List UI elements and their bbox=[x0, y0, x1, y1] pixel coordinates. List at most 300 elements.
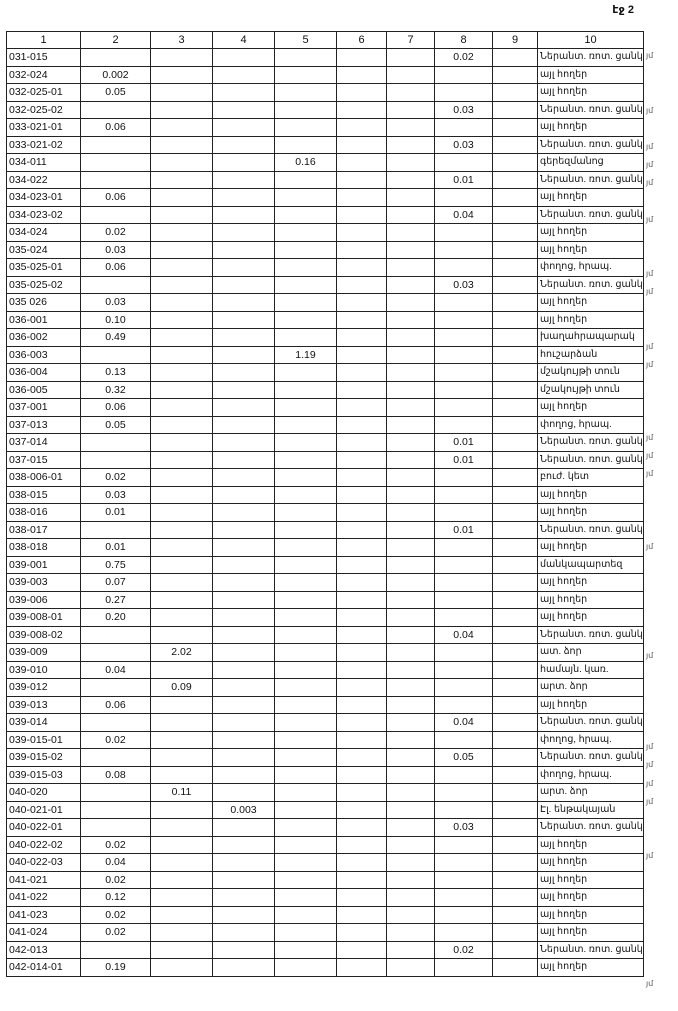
col-8-value: 0.03 bbox=[435, 276, 493, 294]
col-5-value bbox=[275, 276, 337, 294]
table-row bbox=[7, 679, 644, 697]
col-6-value bbox=[337, 276, 387, 294]
plot-code-cell: 039-001 bbox=[7, 556, 81, 574]
margin-mark bbox=[646, 629, 676, 647]
col-7-value bbox=[387, 714, 435, 732]
col-5-value bbox=[275, 556, 337, 574]
col-8-value bbox=[435, 311, 493, 329]
land-use-cell: այլ հողեր bbox=[538, 871, 644, 889]
col-8-value bbox=[435, 924, 493, 942]
col-3-value bbox=[151, 136, 213, 154]
col-4-value bbox=[213, 206, 275, 224]
col-7-value bbox=[387, 84, 435, 102]
col-3-value bbox=[151, 171, 213, 189]
col-3-value bbox=[151, 49, 213, 67]
margin-mark: յմ bbox=[646, 542, 654, 552]
table-row bbox=[7, 224, 644, 242]
col-5-value bbox=[275, 399, 337, 417]
col-8-value bbox=[435, 766, 493, 784]
col-3-value bbox=[151, 154, 213, 172]
col-4-value bbox=[213, 49, 275, 67]
plot-code-cell: 039-008-01 bbox=[7, 609, 81, 627]
col-3-value bbox=[151, 574, 213, 592]
col-2-value: 0.06 bbox=[81, 259, 151, 277]
land-use-cell: այլ հողեր bbox=[538, 609, 644, 627]
col-2-value bbox=[81, 49, 151, 67]
land-use-cell: խաղահրապարակ bbox=[538, 329, 644, 347]
margin-mark: յմ bbox=[646, 214, 654, 224]
land-use-cell: Ներանտ. ռոտ. ցանկ bbox=[538, 276, 644, 294]
col-4-value bbox=[213, 696, 275, 714]
col-6-value bbox=[337, 889, 387, 907]
col-9-value bbox=[493, 66, 538, 84]
plot-code-cell: 036-004 bbox=[7, 364, 81, 382]
col-6-value bbox=[337, 766, 387, 784]
plot-code-cell: 039-013 bbox=[7, 696, 81, 714]
col-7-value bbox=[387, 784, 435, 802]
table-row bbox=[7, 84, 644, 102]
col-8-value: 0.01 bbox=[435, 171, 493, 189]
col-4-value bbox=[213, 784, 275, 802]
table-row bbox=[7, 574, 644, 592]
col-5-value bbox=[275, 959, 337, 977]
col-6-value bbox=[337, 679, 387, 697]
col-6-value bbox=[337, 941, 387, 959]
col-3-value bbox=[151, 84, 213, 102]
col-7-value bbox=[387, 399, 435, 417]
col-6-value bbox=[337, 399, 387, 417]
col-5-value bbox=[275, 766, 337, 784]
col-6-value bbox=[337, 644, 387, 662]
col-9-value bbox=[493, 784, 538, 802]
col-3-value bbox=[151, 206, 213, 224]
plot-code-cell: 039-006 bbox=[7, 591, 81, 609]
col-5-value bbox=[275, 381, 337, 399]
col-9-value bbox=[493, 224, 538, 242]
land-use-cell: համայն. կառ. bbox=[538, 661, 644, 679]
col-9-value bbox=[493, 626, 538, 644]
plot-code-cell: 037-015 bbox=[7, 451, 81, 469]
col-7-value bbox=[387, 504, 435, 522]
plot-code-cell: 033-021-02 bbox=[7, 136, 81, 154]
col-2-value: 0.49 bbox=[81, 329, 151, 347]
land-use-cell: այլ հողեր bbox=[538, 889, 644, 907]
table-row bbox=[7, 486, 644, 504]
col-9-value bbox=[493, 154, 538, 172]
col-8-value bbox=[435, 224, 493, 242]
table-row bbox=[7, 801, 644, 819]
header-row bbox=[7, 32, 644, 49]
land-use-cell: Ներանտ. ռոտ. ցանկ bbox=[538, 521, 644, 539]
margin-mark bbox=[646, 393, 676, 411]
table-row bbox=[7, 49, 644, 67]
margin-mark: յմ bbox=[646, 742, 654, 752]
col-3-value bbox=[151, 626, 213, 644]
col-5-value bbox=[275, 574, 337, 592]
col-4-value bbox=[213, 661, 275, 679]
col-6-value bbox=[337, 854, 387, 872]
land-use-cell: այլ հողեր bbox=[538, 189, 644, 207]
col-2-value bbox=[81, 346, 151, 364]
col-9-value bbox=[493, 241, 538, 259]
plot-code-cell: 041-021 bbox=[7, 871, 81, 889]
column-header: 8 bbox=[435, 32, 493, 49]
col-4-value bbox=[213, 434, 275, 452]
col-7-value bbox=[387, 766, 435, 784]
col-4-value bbox=[213, 154, 275, 172]
col-8-value bbox=[435, 66, 493, 84]
col-2-value bbox=[81, 784, 151, 802]
col-6-value bbox=[337, 626, 387, 644]
margin-mark: յմ bbox=[646, 469, 654, 479]
table-row bbox=[7, 644, 644, 662]
page-number: էջ 2 bbox=[612, 4, 634, 16]
col-6-value bbox=[337, 574, 387, 592]
col-4-value bbox=[213, 836, 275, 854]
col-5-value bbox=[275, 521, 337, 539]
col-5-value bbox=[275, 171, 337, 189]
land-use-cell: այլ հողեր bbox=[538, 924, 644, 942]
col-4-value bbox=[213, 819, 275, 837]
col-2-value: 0.04 bbox=[81, 854, 151, 872]
col-4-value bbox=[213, 574, 275, 592]
col-9-value bbox=[493, 469, 538, 487]
col-4-value bbox=[213, 749, 275, 767]
plot-code-cell: 038-016 bbox=[7, 504, 81, 522]
col-2-value: 0.13 bbox=[81, 364, 151, 382]
land-use-cell: Ներանտ. ռոտ. ցանկ bbox=[538, 626, 644, 644]
column-header: 5 bbox=[275, 32, 337, 49]
land-use-cell: այլ հողեր bbox=[538, 574, 644, 592]
col-7-value bbox=[387, 871, 435, 889]
col-5-value bbox=[275, 224, 337, 242]
col-2-value: 0.07 bbox=[81, 574, 151, 592]
col-3-value bbox=[151, 311, 213, 329]
col-9-value bbox=[493, 539, 538, 557]
col-2-value: 0.02 bbox=[81, 731, 151, 749]
col-6-value bbox=[337, 434, 387, 452]
col-7-value bbox=[387, 556, 435, 574]
plot-code-cell: 039-014 bbox=[7, 714, 81, 732]
margin-mark bbox=[646, 938, 676, 956]
col-3-value: 0.09 bbox=[151, 679, 213, 697]
col-4-value bbox=[213, 119, 275, 137]
col-9-value bbox=[493, 766, 538, 784]
margin-mark bbox=[646, 320, 676, 338]
col-2-value bbox=[81, 819, 151, 837]
column-header: 4 bbox=[213, 32, 275, 49]
col-5-value bbox=[275, 661, 337, 679]
margin-mark: յմ bbox=[646, 760, 654, 770]
col-5-value: 0.16 bbox=[275, 154, 337, 172]
col-6-value bbox=[337, 714, 387, 732]
col-8-value bbox=[435, 854, 493, 872]
margin-mark bbox=[646, 484, 676, 502]
column-header: 6 bbox=[337, 32, 387, 49]
col-5-value: 1.19 bbox=[275, 346, 337, 364]
col-2-value: 0.27 bbox=[81, 591, 151, 609]
plot-code-cell: 036-001 bbox=[7, 311, 81, 329]
margin-mark bbox=[646, 302, 676, 320]
col-5-value bbox=[275, 854, 337, 872]
col-9-value bbox=[493, 959, 538, 977]
table-row bbox=[7, 189, 644, 207]
col-3-value bbox=[151, 434, 213, 452]
col-2-value: 0.03 bbox=[81, 294, 151, 312]
col-4-value bbox=[213, 731, 275, 749]
col-4-value bbox=[213, 486, 275, 504]
table-row bbox=[7, 591, 644, 609]
column-header: 7 bbox=[387, 32, 435, 49]
col-2-value: 0.02 bbox=[81, 871, 151, 889]
col-3-value bbox=[151, 399, 213, 417]
col-8-value bbox=[435, 154, 493, 172]
col-3-value bbox=[151, 556, 213, 574]
table-row bbox=[7, 346, 644, 364]
col-5-value bbox=[275, 924, 337, 942]
col-4-value bbox=[213, 521, 275, 539]
col-4-value bbox=[213, 679, 275, 697]
col-7-value bbox=[387, 206, 435, 224]
table-row bbox=[7, 784, 644, 802]
land-use-cell: Ներանտ. ռոտ. ցանկ bbox=[538, 171, 644, 189]
col-6-value bbox=[337, 784, 387, 802]
land-use-cell: այլ հողեր bbox=[538, 119, 644, 137]
col-2-value: 0.19 bbox=[81, 959, 151, 977]
col-3-value bbox=[151, 766, 213, 784]
col-7-value bbox=[387, 451, 435, 469]
col-4-value bbox=[213, 906, 275, 924]
land-use-cell: այլ հողեր bbox=[538, 241, 644, 259]
land-use-cell: Ներանտ. ռոտ. ցանկ bbox=[538, 136, 644, 154]
col-6-value bbox=[337, 469, 387, 487]
col-6-value bbox=[337, 661, 387, 679]
col-7-value bbox=[387, 749, 435, 767]
col-5-value bbox=[275, 679, 337, 697]
col-8-value bbox=[435, 609, 493, 627]
margin-marks bbox=[646, 47, 676, 1011]
margin-mark bbox=[646, 684, 676, 702]
col-2-value bbox=[81, 206, 151, 224]
table-row bbox=[7, 66, 644, 84]
col-3-value bbox=[151, 661, 213, 679]
col-2-value bbox=[81, 521, 151, 539]
margin-mark bbox=[646, 902, 676, 920]
table-row bbox=[7, 241, 644, 259]
col-5-value bbox=[275, 84, 337, 102]
col-9-value bbox=[493, 679, 538, 697]
col-4-value bbox=[213, 259, 275, 277]
col-2-value: 0.10 bbox=[81, 311, 151, 329]
margin-mark: յմ bbox=[646, 778, 654, 788]
table-row bbox=[7, 871, 644, 889]
col-7-value bbox=[387, 521, 435, 539]
col-3-value bbox=[151, 591, 213, 609]
col-3-value bbox=[151, 364, 213, 382]
table-row bbox=[7, 731, 644, 749]
col-3-value bbox=[151, 451, 213, 469]
col-9-value bbox=[493, 591, 538, 609]
col-5-value bbox=[275, 311, 337, 329]
col-6-value bbox=[337, 819, 387, 837]
col-5-value bbox=[275, 241, 337, 259]
col-8-value bbox=[435, 556, 493, 574]
column-header: 3 bbox=[151, 32, 213, 49]
margin-mark bbox=[646, 593, 676, 611]
col-8-value: 0.01 bbox=[435, 451, 493, 469]
land-use-cell: ատ. ձոր bbox=[538, 644, 644, 662]
col-3-value bbox=[151, 504, 213, 522]
land-use-cell: Ներանտ. ռոտ. ցանկ bbox=[538, 714, 644, 732]
col-9-value bbox=[493, 84, 538, 102]
col-6-value bbox=[337, 206, 387, 224]
col-5-value bbox=[275, 749, 337, 767]
col-5-value bbox=[275, 119, 337, 137]
land-use-cell: Ներանտ. ռոտ. ցանկ bbox=[538, 206, 644, 224]
col-5-value bbox=[275, 539, 337, 557]
col-8-value bbox=[435, 644, 493, 662]
col-3-value bbox=[151, 714, 213, 732]
col-7-value bbox=[387, 836, 435, 854]
margin-mark bbox=[646, 920, 676, 938]
col-6-value bbox=[337, 609, 387, 627]
plot-code-cell: 042-013 bbox=[7, 941, 81, 959]
col-2-value: 0.75 bbox=[81, 556, 151, 574]
col-4-value bbox=[213, 101, 275, 119]
land-use-cell: այլ հողեր bbox=[538, 294, 644, 312]
col-4-value bbox=[213, 364, 275, 382]
margin-mark bbox=[646, 411, 676, 429]
table-row bbox=[7, 959, 644, 977]
column-header: 10 bbox=[538, 32, 644, 49]
plot-code-cell: 031-015 bbox=[7, 49, 81, 67]
col-2-value bbox=[81, 644, 151, 662]
plot-code-cell: 032-025-01 bbox=[7, 84, 81, 102]
col-6-value bbox=[337, 311, 387, 329]
col-6-value bbox=[337, 329, 387, 347]
col-5-value bbox=[275, 259, 337, 277]
margin-mark bbox=[646, 65, 676, 83]
plot-code-cell: 039-009 bbox=[7, 644, 81, 662]
col-6-value bbox=[337, 539, 387, 557]
col-7-value bbox=[387, 574, 435, 592]
table-row bbox=[7, 766, 644, 784]
col-3-value bbox=[151, 889, 213, 907]
col-4-value bbox=[213, 346, 275, 364]
col-9-value bbox=[493, 941, 538, 959]
land-use-cell: փողոց, հրապ. bbox=[538, 416, 644, 434]
col-2-value bbox=[81, 154, 151, 172]
col-8-value bbox=[435, 399, 493, 417]
col-7-value bbox=[387, 941, 435, 959]
col-4-value bbox=[213, 224, 275, 242]
col-2-value: 0.01 bbox=[81, 539, 151, 557]
col-8-value bbox=[435, 539, 493, 557]
col-8-value bbox=[435, 416, 493, 434]
col-5-value bbox=[275, 714, 337, 732]
col-3-value: 0.11 bbox=[151, 784, 213, 802]
col-5-value bbox=[275, 644, 337, 662]
table-row bbox=[7, 504, 644, 522]
col-5-value bbox=[275, 469, 337, 487]
plot-code-cell: 039-003 bbox=[7, 574, 81, 592]
col-4-value bbox=[213, 854, 275, 872]
col-7-value bbox=[387, 241, 435, 259]
table-row bbox=[7, 714, 644, 732]
table-row bbox=[7, 416, 644, 434]
col-8-value: 0.01 bbox=[435, 521, 493, 539]
col-6-value bbox=[337, 556, 387, 574]
col-3-value bbox=[151, 66, 213, 84]
land-use-cell: այլ հողեր bbox=[538, 906, 644, 924]
col-7-value bbox=[387, 626, 435, 644]
col-8-value: 0.03 bbox=[435, 136, 493, 154]
table-row bbox=[7, 154, 644, 172]
col-9-value bbox=[493, 329, 538, 347]
land-use-cell: բուժ. կետ bbox=[538, 469, 644, 487]
land-use-cell: այլ հողեր bbox=[538, 66, 644, 84]
col-3-value bbox=[151, 924, 213, 942]
col-5-value bbox=[275, 66, 337, 84]
col-8-value bbox=[435, 84, 493, 102]
col-3-value bbox=[151, 941, 213, 959]
col-8-value bbox=[435, 836, 493, 854]
plot-code-cell: 035 026 bbox=[7, 294, 81, 312]
col-9-value bbox=[493, 259, 538, 277]
col-7-value bbox=[387, 731, 435, 749]
table-row bbox=[7, 364, 644, 382]
col-6-value bbox=[337, 924, 387, 942]
col-6-value bbox=[337, 504, 387, 522]
land-use-cell: փողոց, հրապ. bbox=[538, 259, 644, 277]
plot-code-cell: 035-025-02 bbox=[7, 276, 81, 294]
col-3-value bbox=[151, 101, 213, 119]
col-9-value bbox=[493, 574, 538, 592]
col-5-value bbox=[275, 609, 337, 627]
table-row bbox=[7, 434, 644, 452]
col-8-value bbox=[435, 784, 493, 802]
col-9-value bbox=[493, 661, 538, 679]
col-4-value bbox=[213, 644, 275, 662]
col-8-value: 0.05 bbox=[435, 749, 493, 767]
col-6-value bbox=[337, 171, 387, 189]
col-7-value bbox=[387, 294, 435, 312]
margin-mark: յմ bbox=[646, 105, 654, 115]
col-5-value bbox=[275, 871, 337, 889]
table-body bbox=[7, 49, 644, 977]
land-use-cell: այլ հողեր bbox=[538, 959, 644, 977]
col-9-value bbox=[493, 294, 538, 312]
column-header: 2 bbox=[81, 32, 151, 49]
col-4-value bbox=[213, 241, 275, 259]
col-3-value bbox=[151, 959, 213, 977]
col-4-value bbox=[213, 626, 275, 644]
col-7-value bbox=[387, 49, 435, 67]
col-9-value bbox=[493, 101, 538, 119]
col-4-value bbox=[213, 889, 275, 907]
col-8-value bbox=[435, 241, 493, 259]
col-7-value bbox=[387, 154, 435, 172]
col-9-value bbox=[493, 504, 538, 522]
margin-mark: յմ bbox=[646, 287, 654, 297]
col-8-value bbox=[435, 189, 493, 207]
col-4-value bbox=[213, 189, 275, 207]
col-7-value bbox=[387, 679, 435, 697]
col-7-value bbox=[387, 276, 435, 294]
col-4-value bbox=[213, 924, 275, 942]
col-3-value bbox=[151, 416, 213, 434]
land-use-cell: Էլ. ենթակայան bbox=[538, 801, 644, 819]
